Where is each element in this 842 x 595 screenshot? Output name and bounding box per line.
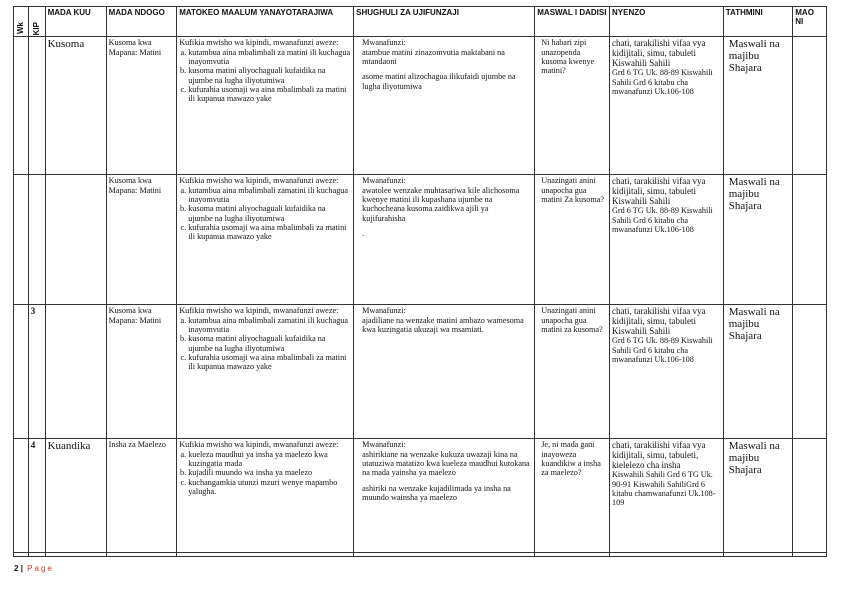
matokeo-cell (177, 37, 354, 175)
kip-cell (28, 37, 45, 175)
shughuli-cell (354, 305, 535, 439)
matokeo-cell (177, 305, 354, 439)
mada-ndogo-cell: Kusoma kwa Mapana: Matini (106, 37, 177, 175)
mada-kuu-cell (45, 305, 106, 439)
maoni-cell (793, 37, 827, 175)
wk-cell (14, 439, 29, 557)
nyenzo-cell (610, 37, 724, 175)
objective-a: a. kutambua aina mbalimbali zamatini ili kuchagua inayomvutia (188, 316, 351, 335)
maoni-cell (793, 175, 827, 305)
objectives-intro: Kufikia mwisho wa kipindi, mwanafunzi aweze: (179, 176, 339, 186)
header-mada-ndogo: MADA NDOGO (106, 7, 177, 37)
objective-a: a. kutambua aina mbalimbali zamatini ili kuchagua inayomvutia (188, 186, 351, 205)
nyenzo-materials: chati, tarakilishi vifaa vya kidijitali, simu, tabuleti Kiswahili Sahili (612, 176, 706, 207)
tathmini-cell: Maswali na majibu Shajara (723, 175, 793, 305)
scheme-of-work-table (13, 6, 827, 557)
header-matokeo: MATOKEO MAALUM YANAYOTARAJIWA (177, 7, 354, 37)
maoni-cell (793, 439, 827, 557)
objective-b: b. kujadili muundo wa insha ya maelezo (188, 468, 351, 477)
header-wk: Wk (14, 7, 29, 37)
nyenzo-books: Grd 6 TG Uk. 88-89 Kiswahili Sahili Grd 6 kitabu cha mwanafunzi Uk.106-108 (612, 68, 713, 96)
nyenzo-books: Kiswahili Sahili Grd 6 TG Uk. 90-91 Kiswahili SahiliGrd 6 kitabu chamwanafunzi Uk.108-109 (612, 470, 716, 508)
wk-cell (14, 37, 29, 175)
activity-2: asome matini alizochagua ilikufaidi ujumbe na lugha iliyotumiwa (362, 72, 516, 91)
activity-1: atambue matini zinazomvutia maktabani na mtandaoni (362, 47, 505, 66)
wk-cell (14, 305, 29, 439)
mada-kuu-cell: Kusoma (45, 37, 106, 175)
page-separator: | (20, 564, 23, 573)
shughuli-cell (354, 175, 535, 305)
page-footer (14, 564, 54, 573)
activity-1: ashirikiane na wenzake kukuza uwazaji kina na utatuziwa matatizo kwa kueleza maudhui kutokana na mada yainsha ya maelezo (362, 449, 530, 478)
objective-c: c. kufurahia usomaji wa aina mbalimbali za matini ili kupanua mawazo yake (188, 85, 351, 104)
header-maoni: MAO NI (793, 7, 827, 37)
activity-2: ashiriki na wenzake kujadilimada ya insha na muundo wainsha ya maelezo (362, 483, 511, 502)
objective-c: c. kufurahia usomaji wa aina mbalimbali za matini ili kupanua mawazo yake (188, 223, 351, 242)
table-row (14, 439, 827, 557)
header-mada-kuu: MADA KUU (45, 7, 106, 37)
objective-a: a. kueleza maudhui ya insha ya maelezo kwa kuzingatia mada (188, 450, 351, 469)
objective-c: c. kufurahia usomaji wa aina mbalimbali za matini ili kupanua mawazo yake (188, 353, 351, 372)
nyenzo-cell (610, 175, 724, 305)
header-nyenzo: NYENZO (610, 7, 724, 37)
nyenzo-books: Grd 6 TG Uk. 88-89 Kiswahili Sahili Grd 6 kitabu cha mwanafunzi Uk.106-108 (612, 336, 713, 364)
objectives-intro: Kufikia mwisho wa kipindi, mwanafunzi aweze: (179, 440, 339, 450)
nyenzo-cell (610, 305, 724, 439)
mada-kuu-cell (45, 175, 106, 305)
maswali-cell: Je, ni mada gani inayoweza kuandikiw a insha za maelezo? (535, 439, 610, 557)
objectives-intro: Kufikia mwisho wa kipindi, mwanafunzi aweze: (179, 306, 339, 316)
table-row (14, 305, 827, 439)
objective-a: a. kutambua aina mbalimbali za matini ili kuchagua inayomvutia (188, 48, 351, 67)
maswali-cell: Ni habari zipi unazopenda kusoma kwenye matini? (535, 37, 610, 175)
table-row (14, 175, 827, 305)
page-number: 2 (14, 564, 19, 573)
objective-b: b. kusoma matini aliyochaguali kufaidika na ujumbe na lugha iliyotumiwa (188, 204, 351, 223)
activity-2: . (362, 228, 365, 238)
bottom-rule (13, 552, 827, 553)
mada-ndogo-cell: Kusoma kwa Mapana: Matini (106, 305, 177, 439)
shughuli-cell (354, 439, 535, 557)
activity-1: ajadiliane na wenzake matini ambazo wamesoma kwa kuzingatia ukuzaji wa msamiati. (362, 315, 524, 334)
header-kip: KIP (28, 7, 45, 37)
activities-intro: Mwanafunzi: (362, 440, 406, 450)
tathmini-cell: Maswali na majibu Shajara (723, 305, 793, 439)
objective-b: b. kusoma matini aliyochaguali kufaidika na ujumbe na lugha iliyotumiwa (188, 334, 351, 353)
kip-cell (28, 175, 45, 305)
header-row (14, 7, 827, 37)
table-row (14, 37, 827, 175)
activity-1: awatolee wenzake muhtasariwa kile alichosoma kwenye matini ili kupashana ujumbe na kuchocheana kusoma zaidikwa ajili ya kujifurahisha (362, 185, 520, 223)
activities-intro: Mwanafunzi: (362, 176, 406, 186)
mada-kuu-cell: Kuandika (45, 439, 106, 557)
header-maswali: MASWAL I DADISI (535, 7, 610, 37)
objective-c: c. kuchangamkia utunzi mzuri wenye mapambo yalugha. (188, 478, 351, 497)
maoni-cell (793, 305, 827, 439)
page-word: Page (27, 564, 54, 573)
nyenzo-materials: chati, tarakilishi vifaa vya kidijitali, simu, tabuleti, kielelezo cha insha (612, 440, 706, 471)
objectives-intro: Kufikia mwisho wa kipindi, mwanafunzi aweze: (179, 38, 339, 48)
objective-b: b. kusoma matini aliyochaguali kufaidika na ujumbe na lugha iliyotumiwa (188, 66, 351, 85)
wk-cell (14, 175, 29, 305)
activities-intro: Mwanafunzi: (362, 306, 406, 316)
kip-cell: 3 (28, 305, 45, 439)
mada-ndogo-cell: Insha za Maelezo (106, 439, 177, 557)
nyenzo-materials: chati, tarakilishi vifaa vya kidijitali, simu, tabuleti Kiswahili Sahili (612, 38, 706, 69)
shughuli-cell (354, 37, 535, 175)
maswali-cell: Unazingati anini unapocha gua matini Za kusoma? (535, 175, 610, 305)
maswali-cell: Unazingati anini unapocha gua matini za kusoma? (535, 305, 610, 439)
matokeo-cell (177, 175, 354, 305)
tathmini-cell: Maswali na majibu Shajara (723, 439, 793, 557)
nyenzo-books: Grd 6 TG Uk. 88-89 Kiswahili Sahili Grd 6 kitabu cha mwanafunzi Uk.106-108 (612, 206, 713, 234)
nyenzo-cell (610, 439, 724, 557)
matokeo-cell (177, 439, 354, 557)
header-tathmini: TATHMINI (723, 7, 793, 37)
activities-intro: Mwanafunzi: (362, 38, 406, 48)
mada-ndogo-cell: Kusoma kwa Mapana: Matini (106, 175, 177, 305)
tathmini-cell: Maswali na majibu Shajara (723, 37, 793, 175)
nyenzo-materials: chati, tarakilishi vifaa vya kidijitali, simu, tabuleti Kiswahili Sahili (612, 306, 706, 337)
kip-cell: 4 (28, 439, 45, 557)
header-shughuli: SHUGHULI ZA UJIFUNZAJI (354, 7, 535, 37)
